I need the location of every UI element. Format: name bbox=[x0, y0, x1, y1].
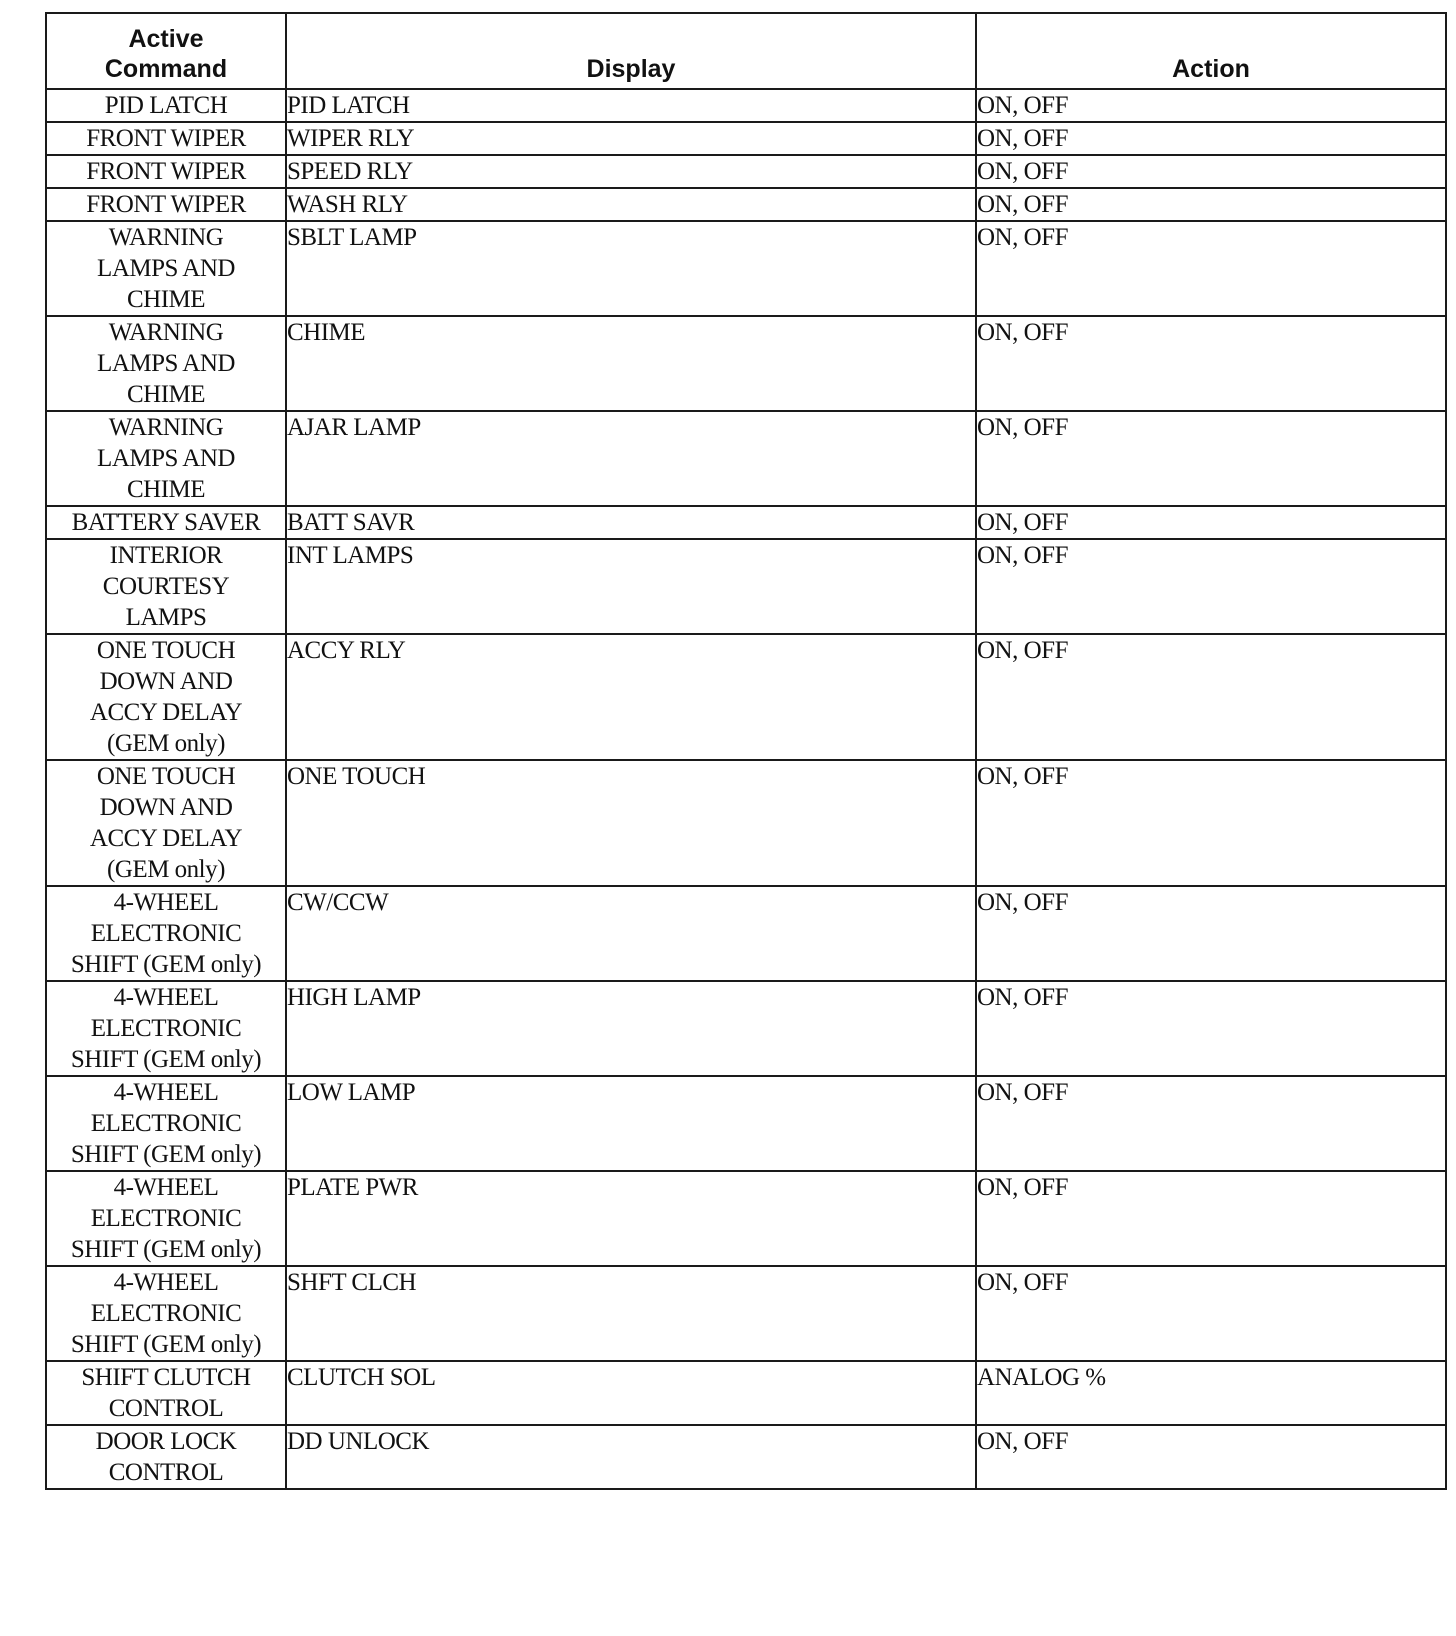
header-row bbox=[46, 13, 1446, 89]
active-command-line: FRONT WIPER bbox=[86, 158, 246, 185]
document-page bbox=[45, 12, 1447, 1490]
action-cell: ON, OFF bbox=[976, 1425, 1446, 1489]
display-cell: ACCY RLY bbox=[286, 634, 976, 760]
active-command-line: LAMPS AND bbox=[97, 255, 235, 282]
active-command-cell bbox=[46, 760, 286, 886]
table-row bbox=[46, 316, 1446, 411]
display-cell: WASH RLY bbox=[286, 188, 976, 221]
table-row bbox=[46, 1076, 1446, 1171]
display-cell: WIPER RLY bbox=[286, 122, 976, 155]
display-cell: AJAR LAMP bbox=[286, 411, 976, 506]
display-cell: CW/CCW bbox=[286, 886, 976, 981]
action-cell: ON, OFF bbox=[976, 634, 1446, 760]
active-command-cell bbox=[46, 634, 286, 760]
action-cell: ON, OFF bbox=[976, 506, 1446, 539]
active-command-line: CHIME bbox=[126, 476, 206, 503]
table-body bbox=[46, 89, 1446, 1489]
active-command-line: SHIFT (GEM only) bbox=[70, 1141, 262, 1168]
active-command-cell bbox=[46, 1425, 286, 1489]
active-command-line: DOWN AND bbox=[99, 668, 233, 695]
header-display: Display bbox=[286, 13, 976, 89]
action-cell: ON, OFF bbox=[976, 1076, 1446, 1171]
table-row bbox=[46, 634, 1446, 760]
action-cell: ON, OFF bbox=[976, 316, 1446, 411]
table-row bbox=[46, 188, 1446, 221]
display-cell: SBLT LAMP bbox=[286, 221, 976, 316]
active-command-line: 4-WHEEL bbox=[113, 1269, 219, 1296]
table-row bbox=[46, 886, 1446, 981]
active-command-cell bbox=[46, 411, 286, 506]
header-action: Action bbox=[976, 13, 1446, 89]
display-cell: ONE TOUCH bbox=[286, 760, 976, 886]
active-command-line: FRONT WIPER bbox=[86, 191, 246, 218]
active-command-cell bbox=[46, 221, 286, 316]
display-cell: PID LATCH bbox=[286, 89, 976, 122]
table-row bbox=[46, 221, 1446, 316]
active-command-line: CHIME bbox=[126, 381, 206, 408]
display-cell: SPEED RLY bbox=[286, 155, 976, 188]
action-cell: ON, OFF bbox=[976, 188, 1446, 221]
active-command-line: LAMPS AND bbox=[97, 445, 235, 472]
display-cell: CHIME bbox=[286, 316, 976, 411]
table-row bbox=[46, 760, 1446, 886]
active-command-line: SHIFT (GEM only) bbox=[70, 1331, 262, 1358]
active-command-cell bbox=[46, 89, 286, 122]
active-command-line: DOWN AND bbox=[99, 794, 233, 821]
active-command-cell bbox=[46, 316, 286, 411]
action-cell: ON, OFF bbox=[976, 760, 1446, 886]
active-command-line: LAMPS AND bbox=[97, 350, 235, 377]
table-row bbox=[46, 1361, 1446, 1425]
action-cell: ANALOG % bbox=[976, 1361, 1446, 1425]
active-command-line: SHIFT (GEM only) bbox=[70, 951, 262, 978]
active-command-line: SHIFT (GEM only) bbox=[70, 1236, 262, 1263]
active-command-line: (GEM only) bbox=[107, 730, 225, 757]
active-command-cell bbox=[46, 886, 286, 981]
active-command-line: 4-WHEEL bbox=[113, 1079, 219, 1106]
table-row bbox=[46, 122, 1446, 155]
active-command-cell bbox=[46, 1266, 286, 1361]
active-command-line: FRONT WIPER bbox=[86, 125, 246, 152]
action-cell: ON, OFF bbox=[976, 1171, 1446, 1266]
display-cell: INT LAMPS bbox=[286, 539, 976, 634]
active-command-line: DOOR LOCK bbox=[95, 1428, 237, 1455]
active-command-line: ELECTRONIC bbox=[90, 1110, 242, 1137]
active-command-cell bbox=[46, 1171, 286, 1266]
display-cell: PLATE PWR bbox=[286, 1171, 976, 1266]
table-row bbox=[46, 1266, 1446, 1361]
active-command-line: ELECTRONIC bbox=[90, 1300, 242, 1327]
active-command-line: ELECTRONIC bbox=[90, 920, 242, 947]
table-row bbox=[46, 1171, 1446, 1266]
active-command-line: (GEM only) bbox=[107, 856, 225, 883]
header-active-command bbox=[46, 13, 286, 89]
table-row bbox=[46, 89, 1446, 122]
active-command-cell bbox=[46, 188, 286, 221]
active-command-line: ELECTRONIC bbox=[90, 1205, 242, 1232]
active-command-line: SHIFT CLUTCH bbox=[81, 1364, 251, 1391]
table-row bbox=[46, 981, 1446, 1076]
active-command-line: LAMPS bbox=[125, 604, 207, 631]
action-cell: ON, OFF bbox=[976, 89, 1446, 122]
active-command-cell bbox=[46, 122, 286, 155]
active-command-line: ACCY DELAY bbox=[89, 825, 243, 852]
active-command-line: 4-WHEEL bbox=[113, 984, 219, 1011]
active-command-line: WARNING bbox=[108, 224, 224, 251]
display-cell: LOW LAMP bbox=[286, 1076, 976, 1171]
active-command-line: PID LATCH bbox=[104, 92, 228, 119]
active-command-line: CHIME bbox=[126, 286, 206, 313]
display-cell: DD UNLOCK bbox=[286, 1425, 976, 1489]
active-command-cell bbox=[46, 539, 286, 634]
active-command-cell bbox=[46, 506, 286, 539]
table-row bbox=[46, 1425, 1446, 1489]
active-command-line: WARNING bbox=[108, 319, 224, 346]
action-cell: ON, OFF bbox=[976, 981, 1446, 1076]
table-row bbox=[46, 539, 1446, 634]
active-command-cell bbox=[46, 981, 286, 1076]
table-row bbox=[46, 155, 1446, 188]
display-cell: CLUTCH SOL bbox=[286, 1361, 976, 1425]
action-cell: ON, OFF bbox=[976, 411, 1446, 506]
action-cell: ON, OFF bbox=[976, 122, 1446, 155]
active-command-line: ELECTRONIC bbox=[90, 1015, 242, 1042]
action-cell: ON, OFF bbox=[976, 1266, 1446, 1361]
active-command-line: CONTROL bbox=[108, 1395, 224, 1422]
active-command-line: INTERIOR bbox=[109, 542, 223, 569]
active-command-line: BATTERY SAVER bbox=[71, 509, 261, 536]
action-cell: ON, OFF bbox=[976, 155, 1446, 188]
active-command-line: ONE TOUCH bbox=[96, 763, 236, 790]
active-command-cell bbox=[46, 1076, 286, 1171]
active-command-line: COURTESY bbox=[102, 573, 230, 600]
header-command-line: Active bbox=[128, 25, 204, 53]
active-command-line: ONE TOUCH bbox=[96, 637, 236, 664]
active-command-table bbox=[45, 12, 1447, 1490]
active-command-line: CONTROL bbox=[108, 1459, 224, 1486]
action-cell: ON, OFF bbox=[976, 221, 1446, 316]
active-command-line: SHIFT (GEM only) bbox=[70, 1046, 262, 1073]
active-command-line: ACCY DELAY bbox=[89, 699, 243, 726]
action-cell: ON, OFF bbox=[976, 886, 1446, 981]
action-cell: ON, OFF bbox=[976, 539, 1446, 634]
display-cell: SHFT CLCH bbox=[286, 1266, 976, 1361]
table-row bbox=[46, 411, 1446, 506]
display-cell: HIGH LAMP bbox=[286, 981, 976, 1076]
table-row bbox=[46, 506, 1446, 539]
active-command-line: WARNING bbox=[108, 414, 224, 441]
active-command-cell bbox=[46, 1361, 286, 1425]
active-command-line: 4-WHEEL bbox=[113, 1174, 219, 1201]
active-command-cell bbox=[46, 155, 286, 188]
display-cell: BATT SAVR bbox=[286, 506, 976, 539]
header-command-line: Command bbox=[104, 55, 228, 83]
active-command-line: 4-WHEEL bbox=[113, 889, 219, 916]
